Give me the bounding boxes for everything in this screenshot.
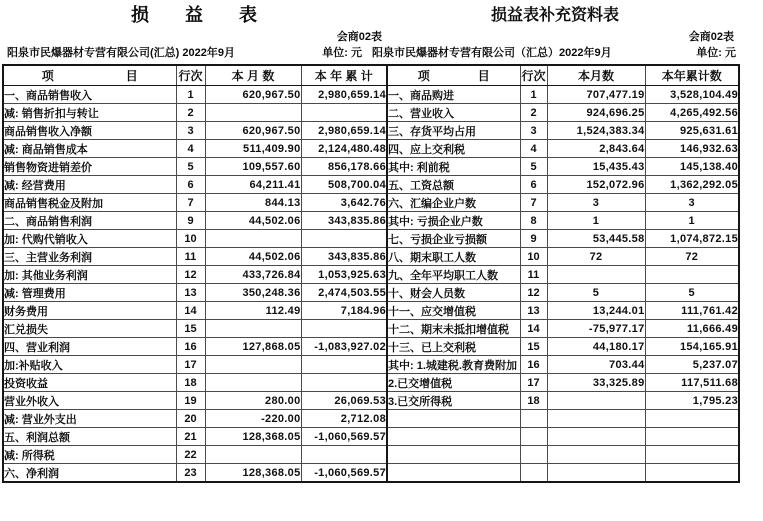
item-label-cell: 五、工资总额 xyxy=(387,176,520,194)
supplementary-section xyxy=(372,2,738,483)
item-label-cell: 营业外收入 xyxy=(3,392,176,410)
ytd-value-cell: 1,074,872.15 xyxy=(645,230,739,248)
item-label-cell: 汇兑损失 xyxy=(3,320,176,338)
month-value-cell: 620,967.50 xyxy=(205,86,301,104)
item-label-cell: 减: 管理费用 xyxy=(3,284,176,302)
table-header-row xyxy=(3,65,387,86)
table-row xyxy=(3,176,387,194)
ytd-value-cell: 343,835.86 xyxy=(301,248,387,266)
ytd-value-cell: 3 xyxy=(645,194,739,212)
item-label-cell: 加: 代购代销收入 xyxy=(3,230,176,248)
header-item: 项 目 xyxy=(3,65,176,86)
header-item: 项 目 xyxy=(387,65,520,86)
line-no-cell: 16 xyxy=(176,338,205,356)
line-no-cell: 14 xyxy=(520,320,547,338)
income-statement-section xyxy=(2,2,386,483)
ytd-value-cell: 856,178.66 xyxy=(301,158,387,176)
supplementary-company: 阳泉市民爆器材专营有限公司（汇总）2022年9月 xyxy=(372,47,612,59)
table-row xyxy=(3,212,387,230)
item-label-cell: 四、应上交利税 xyxy=(387,140,520,158)
header-ytd: 本 年 累 计 xyxy=(301,65,387,86)
table-row xyxy=(3,266,387,284)
income-statement-form-no: 会商02表 xyxy=(336,31,382,43)
item-label-cell: 减: 所得税 xyxy=(3,446,176,464)
item-label-cell: 商品销售税金及附加 xyxy=(3,194,176,212)
month-value-cell xyxy=(547,266,645,284)
month-value-cell: 620,967.50 xyxy=(205,122,301,140)
month-value-cell: 44,180.17 xyxy=(547,338,645,356)
table-row xyxy=(387,302,739,320)
table-row xyxy=(3,230,387,248)
ytd-value-cell: 5 xyxy=(645,284,739,302)
ytd-value-cell: 11,666.49 xyxy=(645,320,739,338)
month-value-cell: 13,244.01 xyxy=(547,302,645,320)
table-row xyxy=(387,230,739,248)
line-no-cell: 19 xyxy=(176,392,205,410)
table-row xyxy=(3,374,387,392)
ytd-value-cell: 111,761.42 xyxy=(645,302,739,320)
line-no-cell: 1 xyxy=(176,86,205,104)
line-no-cell: 7 xyxy=(520,194,547,212)
ytd-value-cell xyxy=(645,428,739,446)
line-no-cell: 18 xyxy=(520,392,547,410)
item-label-cell: 十一、应交增值税 xyxy=(387,302,520,320)
item-label-cell xyxy=(387,464,520,483)
month-value-cell xyxy=(547,446,645,464)
line-no-cell xyxy=(520,464,547,483)
income-statement-meta xyxy=(2,46,386,61)
month-value-cell: 3 xyxy=(547,194,645,212)
table-row xyxy=(387,248,739,266)
item-label-cell xyxy=(387,410,520,428)
line-no-cell: 2 xyxy=(520,104,547,122)
table-row xyxy=(3,338,387,356)
month-value-cell: 44,502.06 xyxy=(205,212,301,230)
item-label-cell: 投资收益 xyxy=(3,374,176,392)
ytd-value-cell: 508,700.04 xyxy=(301,176,387,194)
ytd-value-cell xyxy=(645,464,739,483)
table-row xyxy=(3,464,387,483)
month-value-cell xyxy=(205,320,301,338)
item-label-cell: 六、净利润 xyxy=(3,464,176,483)
ytd-value-cell: 3,528,104.49 xyxy=(645,86,739,104)
table-row xyxy=(3,158,387,176)
month-value-cell: -75,977.17 xyxy=(547,320,645,338)
table-row xyxy=(387,392,739,410)
month-value-cell: 1 xyxy=(547,212,645,230)
line-no-cell: 4 xyxy=(176,140,205,158)
line-no-cell: 11 xyxy=(520,266,547,284)
line-no-cell xyxy=(520,410,547,428)
table-row xyxy=(387,212,739,230)
month-value-cell: 64,211.41 xyxy=(205,176,301,194)
ytd-value-cell: 7,184.96 xyxy=(301,302,387,320)
month-value-cell: 844.13 xyxy=(205,194,301,212)
line-no-cell: 6 xyxy=(176,176,205,194)
item-label-cell: 财务费用 xyxy=(3,302,176,320)
table-row xyxy=(3,356,387,374)
line-no-cell: 13 xyxy=(520,302,547,320)
table-header-row xyxy=(387,65,739,86)
ytd-value-cell: 2,712.08 xyxy=(301,410,387,428)
ytd-value-cell: 925,631.61 xyxy=(645,122,739,140)
item-label-cell: 三、主营业务利润 xyxy=(3,248,176,266)
supplementary-table xyxy=(386,64,740,483)
line-no-cell: 10 xyxy=(520,248,547,266)
item-label-cell: 十、财会人员数 xyxy=(387,284,520,302)
table-row xyxy=(387,194,739,212)
supplementary-form-no: 会商02表 xyxy=(688,31,734,43)
ytd-value-cell: 2,980,659.14 xyxy=(301,86,387,104)
line-no-cell: 2 xyxy=(176,104,205,122)
ytd-value-cell: 3,642.76 xyxy=(301,194,387,212)
table-row xyxy=(3,284,387,302)
item-label-cell: 十三、已上交利税 xyxy=(387,338,520,356)
line-no-cell: 17 xyxy=(176,356,205,374)
line-no-cell: 12 xyxy=(176,266,205,284)
ytd-value-cell: 1,053,925.63 xyxy=(301,266,387,284)
table-row xyxy=(3,122,387,140)
table-row xyxy=(387,410,739,428)
table-row xyxy=(3,392,387,410)
line-no-cell: 22 xyxy=(176,446,205,464)
item-label-cell: 九、全年平均职工人数 xyxy=(387,266,520,284)
item-label-cell: 加:补贴收入 xyxy=(3,356,176,374)
month-value-cell: 1,524,383.34 xyxy=(547,122,645,140)
item-label-cell: 2.已交增值税 xyxy=(387,374,520,392)
item-label-cell xyxy=(387,446,520,464)
table-row xyxy=(3,248,387,266)
line-no-cell: 13 xyxy=(176,284,205,302)
month-value-cell xyxy=(205,356,301,374)
month-value-cell: 2,843.64 xyxy=(547,140,645,158)
header-ytd: 本年累计数 xyxy=(645,65,739,86)
line-no-cell: 16 xyxy=(520,356,547,374)
item-label-cell: 其中: 利前税 xyxy=(387,158,520,176)
month-value-cell: 350,248.36 xyxy=(205,284,301,302)
month-value-cell xyxy=(205,446,301,464)
income-statement-table xyxy=(2,64,388,483)
line-no-cell: 7 xyxy=(176,194,205,212)
month-value-cell xyxy=(547,410,645,428)
ytd-value-cell xyxy=(645,446,739,464)
table-row xyxy=(387,284,739,302)
ytd-value-cell: 1,362,292.05 xyxy=(645,176,739,194)
line-no-cell: 20 xyxy=(176,410,205,428)
month-value-cell xyxy=(205,230,301,248)
item-label-cell: 加: 其他业务利润 xyxy=(3,266,176,284)
item-label-cell: 三、存货平均占用 xyxy=(387,122,520,140)
month-value-cell xyxy=(205,104,301,122)
item-label-cell: 十二、期末未抵扣增值税 xyxy=(387,320,520,338)
ytd-value-cell: 2,474,503.55 xyxy=(301,284,387,302)
item-label-cell: 四、营业利润 xyxy=(3,338,176,356)
item-label-cell: 商品销售收入净额 xyxy=(3,122,176,140)
month-value-cell: 53,445.58 xyxy=(547,230,645,248)
line-no-cell: 6 xyxy=(520,176,547,194)
ytd-value-cell: 145,138.40 xyxy=(645,158,739,176)
ytd-value-cell: 4,265,492.56 xyxy=(645,104,739,122)
line-no-cell: 15 xyxy=(520,338,547,356)
ytd-value-cell: -1,083,927.02 xyxy=(301,338,387,356)
header-month: 本月数 xyxy=(547,65,645,86)
ytd-value-cell xyxy=(645,266,739,284)
month-value-cell xyxy=(547,464,645,483)
table-row xyxy=(387,104,739,122)
line-no-cell: 11 xyxy=(176,248,205,266)
ytd-value-cell: 72 xyxy=(645,248,739,266)
table-row xyxy=(387,446,739,464)
line-no-cell: 3 xyxy=(176,122,205,140)
item-label-cell: 减: 营业外支出 xyxy=(3,410,176,428)
table-row xyxy=(387,86,739,104)
table-row xyxy=(3,428,387,446)
line-no-cell: 14 xyxy=(176,302,205,320)
income-statement-title: 损 益 表 xyxy=(131,5,257,25)
month-value-cell: 128,368.05 xyxy=(205,428,301,446)
line-no-cell xyxy=(520,446,547,464)
supplementary-title: 损益表补充资料表 xyxy=(490,7,619,24)
table-row xyxy=(387,428,739,446)
ytd-value-cell: 2,124,480.48 xyxy=(301,140,387,158)
line-no-cell: 17 xyxy=(520,374,547,392)
item-label-cell xyxy=(387,428,520,446)
month-value-cell: 112.49 xyxy=(205,302,301,320)
table-row xyxy=(387,338,739,356)
table-row xyxy=(387,140,739,158)
item-label-cell: 减: 销售折扣与转让 xyxy=(3,104,176,122)
line-no-cell: 21 xyxy=(176,428,205,446)
month-value-cell: 707,477.19 xyxy=(547,86,645,104)
header-month: 本 月 数 xyxy=(205,65,301,86)
line-no-cell: 5 xyxy=(176,158,205,176)
table-row xyxy=(3,86,387,104)
line-no-cell: 10 xyxy=(176,230,205,248)
table-row xyxy=(3,140,387,158)
item-label-cell: 销售物资进销差价 xyxy=(3,158,176,176)
month-value-cell xyxy=(547,392,645,410)
month-value-cell: 924,696.25 xyxy=(547,104,645,122)
line-no-cell: 8 xyxy=(520,212,547,230)
month-value-cell: -220.00 xyxy=(205,410,301,428)
table-row xyxy=(387,374,739,392)
table-row xyxy=(387,320,739,338)
table-row xyxy=(387,176,739,194)
supplementary-unit: 单位: 元 xyxy=(696,47,736,59)
line-no-cell: 15 xyxy=(176,320,205,338)
income-statement-company: 阳泉市民爆器材专营有限公司(汇总) 2022年9月 xyxy=(7,47,235,59)
line-no-cell: 1 xyxy=(520,86,547,104)
month-value-cell: 15,435.43 xyxy=(547,158,645,176)
line-no-cell: 23 xyxy=(176,464,205,483)
item-label-cell: 减: 商品销售成本 xyxy=(3,140,176,158)
table-row xyxy=(387,158,739,176)
ytd-value-cell: -1,060,569.57 xyxy=(301,464,387,483)
item-label-cell: 减: 经营费用 xyxy=(3,176,176,194)
header-line-no: 行次 xyxy=(176,65,205,86)
month-value-cell: 44,502.06 xyxy=(205,248,301,266)
month-value-cell: 280.00 xyxy=(205,392,301,410)
item-label-cell: 3.已交所得税 xyxy=(387,392,520,410)
ytd-value-cell: 117,511.68 xyxy=(645,374,739,392)
month-value-cell: 703.44 xyxy=(547,356,645,374)
ytd-value-cell: 154,165.91 xyxy=(645,338,739,356)
month-value-cell: 72 xyxy=(547,248,645,266)
supplementary-meta xyxy=(372,46,738,61)
month-value-cell xyxy=(547,428,645,446)
ytd-value-cell: 1 xyxy=(645,212,739,230)
line-no-cell xyxy=(520,428,547,446)
month-value-cell: 109,557.60 xyxy=(205,158,301,176)
month-value-cell: 128,368.05 xyxy=(205,464,301,483)
income-statement-unit: 单位: 元 xyxy=(322,47,362,59)
month-value-cell: 152,072.96 xyxy=(547,176,645,194)
item-label-cell: 六、汇编企业户数 xyxy=(387,194,520,212)
table-row xyxy=(3,302,387,320)
line-no-cell: 12 xyxy=(520,284,547,302)
header-line-no: 行次 xyxy=(520,65,547,86)
table-row xyxy=(387,122,739,140)
line-no-cell: 3 xyxy=(520,122,547,140)
month-value-cell: 433,726.84 xyxy=(205,266,301,284)
table-row xyxy=(3,194,387,212)
table-row xyxy=(3,446,387,464)
table-row xyxy=(387,464,739,483)
line-no-cell: 9 xyxy=(520,230,547,248)
ytd-value-cell: 146,932.63 xyxy=(645,140,739,158)
ytd-value-cell: 2,980,659.14 xyxy=(301,122,387,140)
ytd-value-cell: 343,835.86 xyxy=(301,212,387,230)
month-value-cell: 33,325.89 xyxy=(547,374,645,392)
line-no-cell: 18 xyxy=(176,374,205,392)
line-no-cell: 4 xyxy=(520,140,547,158)
ytd-value-cell: 5,237.07 xyxy=(645,356,739,374)
ytd-value-cell: 1,795.23 xyxy=(645,392,739,410)
item-label-cell: 其中: 1.城建税.教育费附加 xyxy=(387,356,520,374)
ytd-value-cell: 26,069.53 xyxy=(301,392,387,410)
table-row xyxy=(387,356,739,374)
ytd-value-cell: -1,060,569.57 xyxy=(301,428,387,446)
table-row xyxy=(3,320,387,338)
item-label-cell: 一、商品购进 xyxy=(387,86,520,104)
item-label-cell: 七、亏损企业亏损额 xyxy=(387,230,520,248)
month-value-cell: 5 xyxy=(547,284,645,302)
item-label-cell: 五、利润总额 xyxy=(3,428,176,446)
table-row xyxy=(3,410,387,428)
item-label-cell: 二、商品销售利润 xyxy=(3,212,176,230)
table-row xyxy=(387,266,739,284)
month-value-cell: 511,409.90 xyxy=(205,140,301,158)
line-no-cell: 5 xyxy=(520,158,547,176)
item-label-cell: 一、商品销售收入 xyxy=(3,86,176,104)
item-label-cell: 八、期末职工人数 xyxy=(387,248,520,266)
item-label-cell: 其中: 亏损企业户数 xyxy=(387,212,520,230)
table-row xyxy=(3,104,387,122)
month-value-cell xyxy=(205,374,301,392)
line-no-cell: 9 xyxy=(176,212,205,230)
item-label-cell: 二、营业收入 xyxy=(387,104,520,122)
month-value-cell: 127,868.05 xyxy=(205,338,301,356)
ytd-value-cell xyxy=(645,410,739,428)
